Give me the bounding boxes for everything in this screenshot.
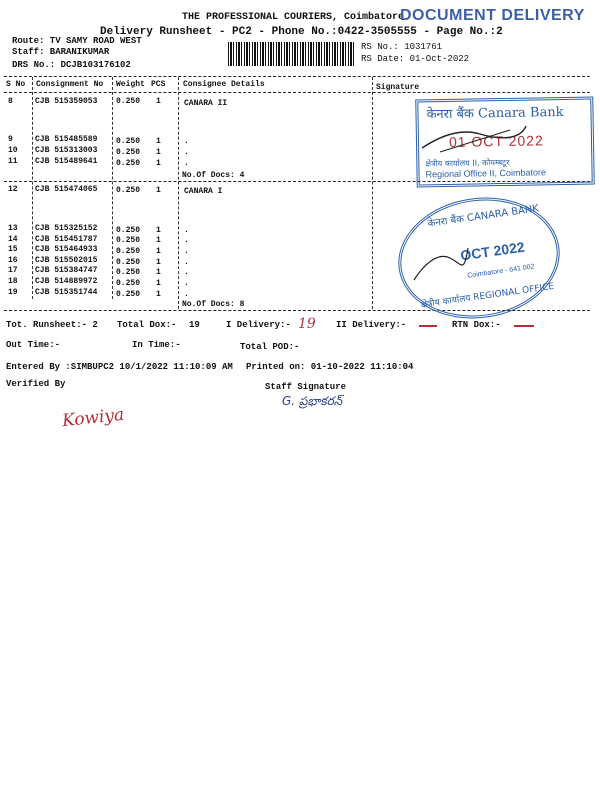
rs-number: RS No.: 1031761: [361, 42, 443, 52]
rs-date: RS Date: 01-Oct-2022: [361, 54, 470, 64]
out-time: Out Time:-: [6, 340, 61, 350]
col-sno: S No: [6, 80, 26, 89]
consignee-name: CANARA II: [184, 99, 228, 108]
col-weight: Weight: [116, 80, 145, 89]
docs-count: No.Of Docs: 4: [182, 171, 245, 180]
col-pcs: PCS: [151, 80, 166, 89]
verified-by: Verified By: [6, 379, 66, 389]
col-consignment: Consignment No: [36, 80, 104, 89]
signature-scribble-icon: [420, 118, 530, 158]
tot-runsheet: Tot. Runsheet:- 2: [6, 320, 98, 330]
total-dox-value: 19: [189, 320, 200, 330]
route: Route: TV SAMY ROAD WEST: [12, 36, 142, 46]
drs-number: DRS No.: DCJB103176102: [12, 60, 131, 70]
staff-signature: G. ప్రభాకరన్: [282, 394, 343, 408]
total-dox-label: Total Dox:-: [117, 320, 177, 330]
col-consignee: Consignee Details: [183, 80, 265, 89]
company-name: THE PROFESSIONAL COURIERS, Coimbatore: [182, 12, 405, 23]
i-delivery-label: I Delivery:-: [226, 320, 291, 330]
verifier-signature: Kowiya: [61, 404, 126, 432]
canara-bank-stamp-rect: केनरा बैंक Canara Bank 01 OCT 2022 क्षेत्रीय कार्यालय II, कोयम्बटूर Regional Office II, Coimbatore: [415, 96, 595, 187]
staff: Staff: BARANIKUMAR: [12, 47, 110, 57]
total-pod: Total POD:-: [240, 342, 300, 352]
rtn-dox-label: RTN Dox:-: [452, 320, 501, 330]
runsheet-title: Delivery Runsheet - PC2 - Phone No.:0422-3505555 - Page No.:2: [100, 26, 503, 38]
barcode: [228, 42, 356, 66]
canara-bank-stamp-round: केनरा बैंक CANARA BANK OCT 2022 Coimbatore - 641 002 क्षेत्रीय कार्यालय REGIONAL OFFICE: [390, 187, 567, 328]
document-delivery-stamp: DOCUMENT DELIVERY: [400, 7, 585, 24]
printed-on: Printed on: 01-10-2022 11:10:04: [246, 362, 414, 372]
in-time: In Time:-: [132, 340, 181, 350]
entered-by: Entered By :SIMBUPC2 10/1/2022 11:10:09 AM: [6, 362, 233, 372]
col-signature: Signature: [376, 83, 420, 92]
consignee-name: CANARA I: [184, 187, 223, 196]
i-delivery-handwritten: 19: [298, 316, 316, 332]
docs-count: No.Of Docs: 8: [182, 300, 245, 309]
signature-scribble-icon: [410, 244, 470, 284]
staff-signature-label: Staff Signature: [265, 382, 347, 392]
ii-delivery-label: II Delivery:-: [336, 320, 407, 330]
